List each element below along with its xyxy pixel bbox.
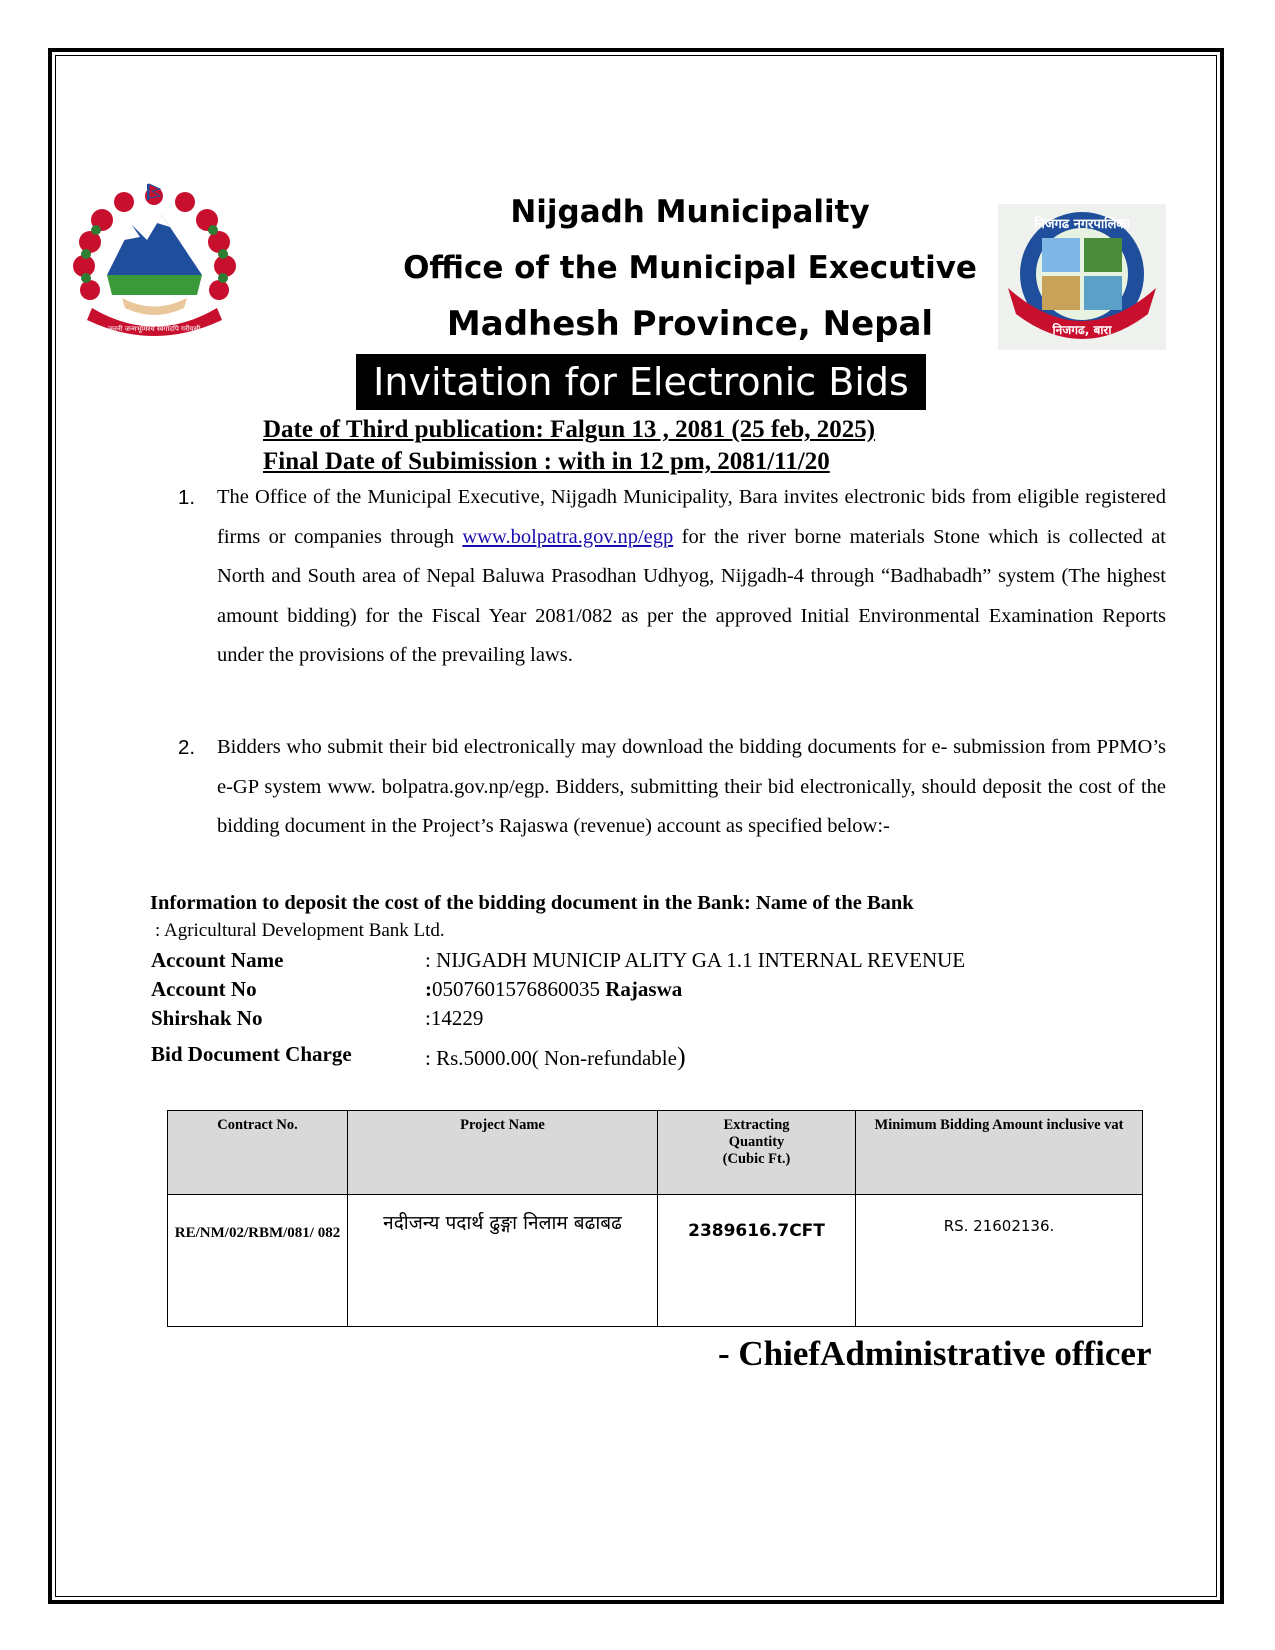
charge-amount: : Rs.5000.00( Non-refundable — [425, 1046, 677, 1070]
account-name-label: Account Name — [151, 948, 284, 972]
shirshak-label: Shirshak No — [151, 1006, 263, 1030]
office-name: Office of the Municipal Executive — [403, 250, 977, 286]
third-publication-date: Date of Third publication: Falgun 13 , 2081 (25 feb, 2025) — [263, 416, 876, 443]
paragraph-text-part: for the river borne materials Stone which is collected at North and South area of Nepal Baluwa Prasodhan Udhyog, Nijgadh-4 through “Badhabadh” system (The highest amount bidding) for the Fiscal Year 2081/082 as per the approved Initial Environmental Examination Reports under the provisions of the prevailing laws. — [217, 525, 1166, 666]
signature-title: - ChiefAdministrative officer — [718, 1334, 1152, 1373]
charge-value — [425, 1042, 686, 1072]
logo-bottom-text: निजगढ, बारा — [1052, 323, 1112, 337]
bank-info-title: Information to deposit the cost of the bidding document in the Bank: Name of the Bank — [150, 892, 914, 914]
bid-table — [167, 1110, 1143, 1327]
account-type: Rajaswa — [605, 977, 683, 1001]
amount-cell: RS. 21602136. — [856, 1195, 1143, 1327]
shirshak-value: :14229 — [425, 1006, 484, 1030]
table-header-row — [168, 1111, 1143, 1195]
municipality-logo-icon — [998, 204, 1166, 350]
municipality-name: Nijgadh Municipality — [510, 194, 870, 230]
final-submission-date: Final Date of Subimission : with in 12 pm, 2081/11/20 — [263, 448, 830, 475]
project-name-cell: नदीजन्य पदार्थ ढुङ्गा निलाम बढाबढ — [348, 1195, 658, 1327]
contract-no-cell: RE/NM/02/RBM/081/ 082 — [168, 1195, 348, 1327]
province-name: Madhesh Province, Nepal — [446, 304, 934, 344]
table-row — [168, 1195, 1143, 1327]
account-name-value: : NIJGADH MUNICIP ALITY GA 1.1 INTERNAL REVENUE — [425, 948, 966, 972]
project-name-header: Project Name — [348, 1111, 658, 1195]
account-no-label: Account No — [151, 977, 257, 1001]
charge-close-paren: ) — [676, 1042, 686, 1071]
bolpatra-link[interactable]: www.bolpatra.gov.np/egp — [462, 525, 674, 548]
quantity-header — [658, 1111, 856, 1195]
account-no-value: :0507601576860035 Rajaswa — [425, 977, 683, 1001]
logo-top-text: निजगढ नगरपालिका — [1034, 217, 1130, 232]
paragraph-text-part: The Office of the Municipal Executive, Nijgadh Municipality, Bara invites electronic bids from eligible registered firms or companies through — [217, 486, 1166, 548]
amount-header: Minimum Bidding Amount inclusive vat — [856, 1111, 1143, 1195]
paragraph-1 — [178, 478, 1166, 676]
header-line: Extracting — [723, 1117, 790, 1133]
header-line: Quantity — [728, 1134, 785, 1150]
emblem-motto: जननी जन्मभूमिश्च स्वर्गादपि गरीयसी — [107, 325, 201, 333]
paragraph-number: 2. — [178, 736, 196, 759]
contract-no-header: Contract No. — [168, 1111, 348, 1195]
bank-name: : Agricultural Development Bank Ltd. — [155, 920, 445, 941]
account-number: 0507601576860035 — [432, 977, 600, 1001]
paragraph-text — [217, 478, 1166, 676]
charge-label: Bid Document Charge — [151, 1042, 352, 1066]
paragraph-number: 1. — [178, 486, 196, 509]
header-line: (Cubic Ft.) — [722, 1151, 791, 1167]
notice-title-banner: Invitation for Electronic Bids — [356, 354, 926, 410]
paragraph-text: Bidders who submit their bid electronically may download the bidding documents for e- submission from PPMO’s e-GP system www. bolpatra.gov.np/egp. Bidders, submitting their bid electronically, should deposit the cost of the bidding document in the Project’s Rajaswa (revenue) account as specified below:- — [217, 736, 1166, 837]
nepal-emblem-icon — [62, 180, 247, 340]
paragraph-2 — [178, 728, 1166, 847]
quantity-cell: 2389616.7CFT — [658, 1195, 856, 1327]
